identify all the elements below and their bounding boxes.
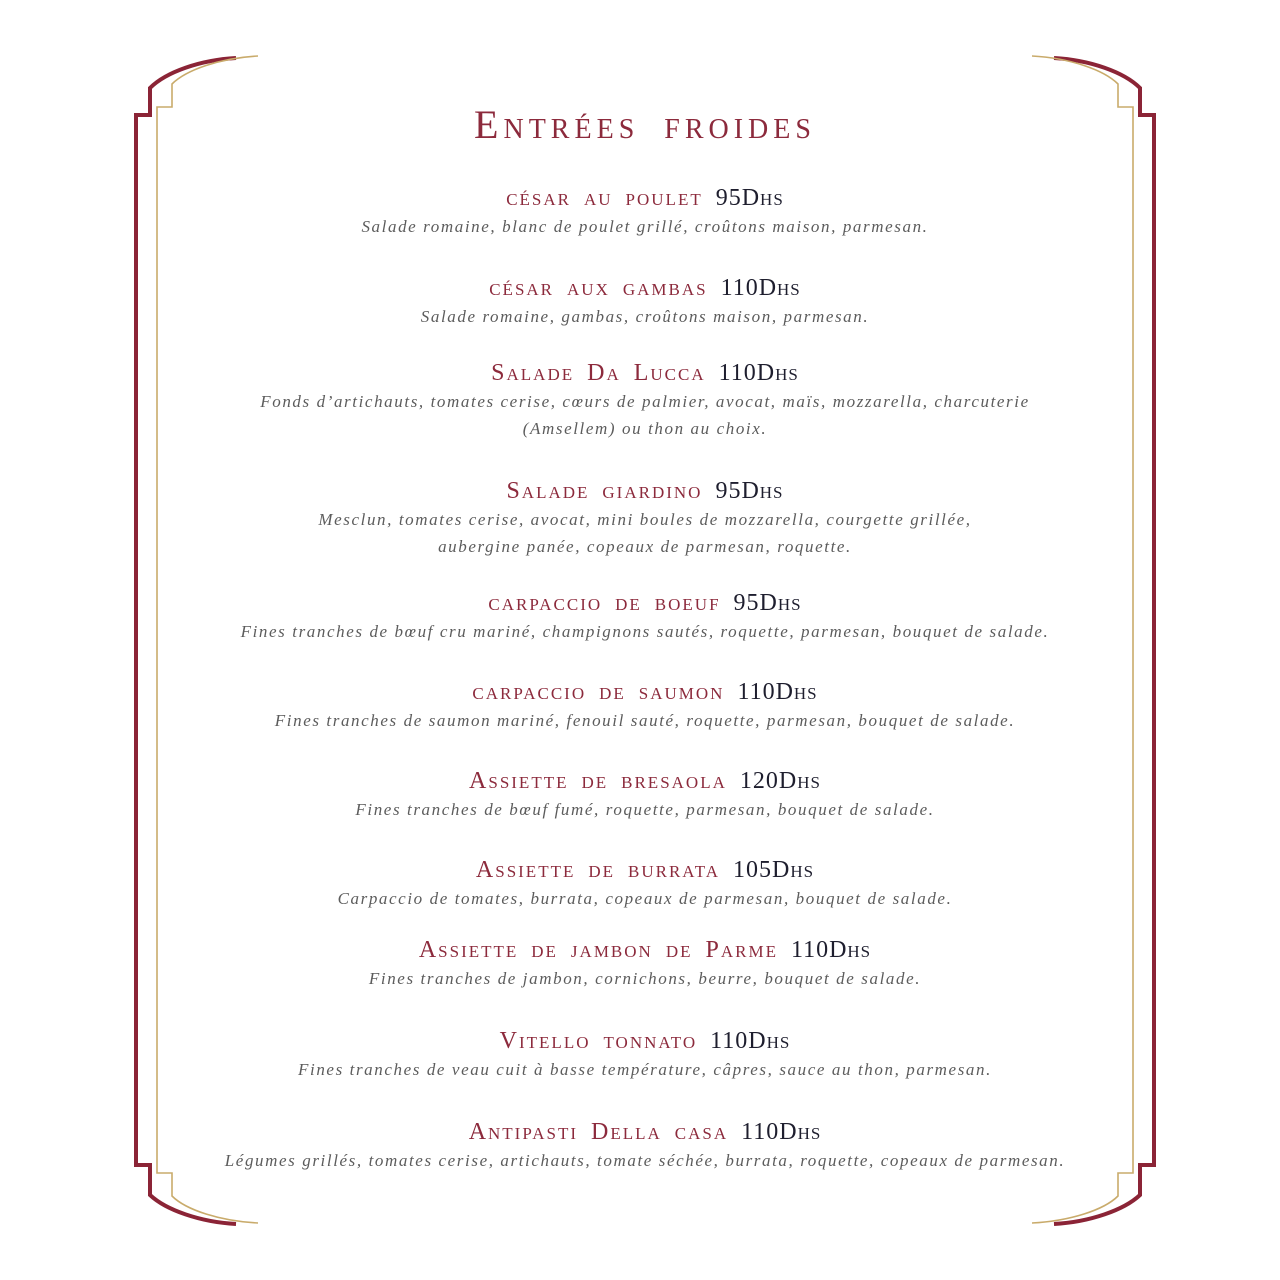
item-description: Légumes grillés, tomates cerise, artichauts, tomate séchée, burrata, roquette, copeaux de parmesan. [224,1151,1066,1170]
item-title [20,183,1270,213]
item-description-line-2: aubergine panée, copeaux de parmesan, roquette. [438,537,852,556]
item-name: Assiette de jambon de Parme [418,937,778,963]
item-name: césar au poulet [506,185,703,211]
menu-item [20,476,1270,560]
item-title [20,476,1270,506]
item-price: 110Dhs [710,1028,791,1054]
item-name: carpaccio de saumon [472,679,725,705]
item-price: 110Dhs [741,1119,822,1145]
item-description: Salade romaine, gambas, croûtons maison, parmesan. [420,307,870,326]
item-price: 110Dhs [790,937,872,963]
item-name: césar aux gambas [489,275,708,301]
item-name: carpaccio de boeuf [488,590,721,616]
menu-item [20,1117,1270,1174]
item-description: Fines tranches de jambon, cornichons, beurre, bouquet de salade. [368,969,922,988]
menu-item [20,677,1270,734]
item-description: Fines tranches de veau cuit à basse température, câpres, sauce au thon, parmesan. [298,1060,992,1079]
item-description: Carpaccio de tomates, burrata, copeaux de parmesan, bouquet de salade. [337,889,953,908]
menu-item [20,358,1270,442]
item-price: 110Dhs [718,360,799,386]
item-title [20,677,1270,707]
item-description: Mesclun, tomates cerise, avocat, mini boules de mozzarella, courgette grillée, [318,510,972,529]
item-description: Fines tranches de bœuf cru mariné, champignons sautés, roquette, parmesan, bouquet de salade. [240,622,1050,641]
item-title [20,766,1270,796]
page-title: Entrées froides [474,102,816,147]
item-title [20,1026,1270,1056]
item-description-line-2: (Amsellem) ou thon au choix. [522,419,768,438]
item-name: Assiette de burrata [475,857,720,883]
item-title [20,273,1270,303]
item-name: Salade Da Lucca [491,360,706,386]
menu-item [20,588,1270,645]
item-title [20,358,1270,388]
menu-item [20,855,1270,912]
item-name: Antipasti Della casa [468,1119,729,1145]
item-price: 110Dhs [720,275,801,301]
item-name: Salade giardino [506,478,703,504]
item-price: 95Dhs [715,185,784,211]
item-title [20,855,1270,885]
item-title [20,588,1270,618]
menu-item [20,1026,1270,1083]
item-name: Vitello tonnato [499,1028,698,1054]
item-description: Salade romaine, blanc de poulet grillé, croûtons maison, parmesan. [361,217,929,236]
menu-item [20,766,1270,823]
item-price: 105Dhs [733,857,815,883]
item-description: Fines tranches de bœuf fumé, roquette, parmesan, bouquet de salade. [355,800,935,819]
item-price: 110Dhs [737,679,818,705]
item-title [20,1117,1270,1147]
item-description: Fines tranches de saumon mariné, fenouil sauté, roquette, parmesan, bouquet de salade. [274,711,1016,730]
item-name: Assiette de bresaola [469,768,727,794]
menu-item [20,935,1270,992]
menu-item [20,183,1270,240]
menu-item [20,273,1270,330]
item-description: Fonds d’artichauts, tomates cerise, cœurs de palmier, avocat, maïs, mozzarella, charcuterie [260,392,1030,411]
item-price: 120Dhs [739,768,821,794]
item-title [20,935,1270,965]
item-price: 95Dhs [715,478,784,504]
item-price: 95Dhs [733,590,802,616]
